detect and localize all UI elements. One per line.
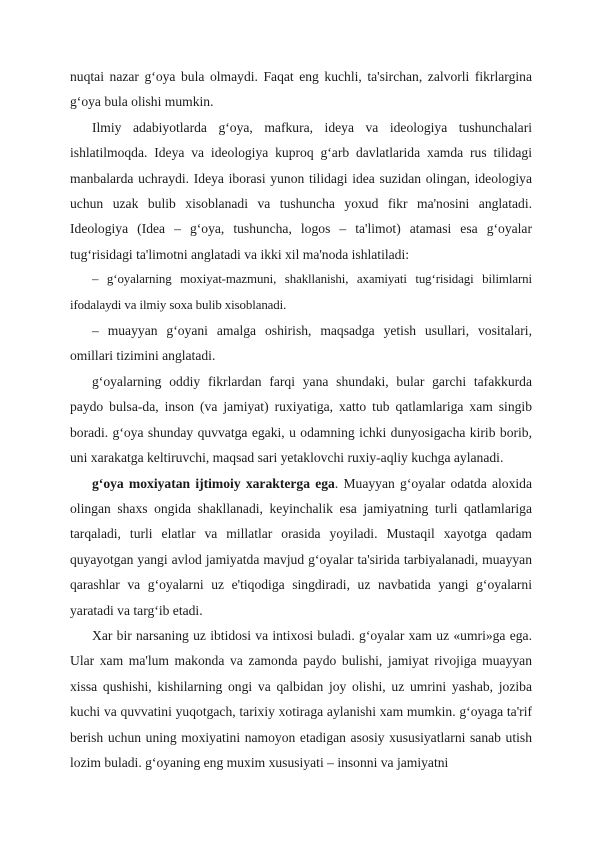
list-item-2: – muayyan g‘oyani amalga oshirish, maqsadga yetish usullari, vositalari, omillari tizimini anglatadi. bbox=[70, 323, 532, 364]
paragraph-4-text: . Muayyan g‘oyalar odatda aloxida olingan shaxs ongida shakllanadi, keyinchalik esa jamiyatning turli qatlamlariga tarqaladi, turli elatlar va millatlar orasida yoyiladi. Mustaqil xayotga qadam quyayotgan yangi avlod jamiyatda mavjud g‘oyalar ta'sirida tarbiyalanadi, muayyan qarashlar va g‘oyalarni uz e'tiqodiga singdiradi, uz navbatida yangi g‘oyalarni yaratadi va targ‘ib etadi. bbox=[70, 475, 532, 618]
paragraph-5: Xar bir narsaning uz ibtidosi va intixosi buladi. g‘oyalar xam uz «umri»ga ega. Ular xam ma'lum makonda va zamonda paydo bulishi, jamiyat rivojiga muayyan xissa qushishi, kishilarning ongi va qalbidan joy olishi, uz umrini yashab, joziba kuchi va quvvatini yuqotgach, tarixiy xotiraga aylanishi xam mumkin. g‘oyaga ta'rif berish uchun uning moxiyatini namoyon etadigan asosiy xususiyatlarni sanab utish lozim buladi. g‘oyaning eng muxim xususiyati – insonni va jamiyatni bbox=[70, 627, 532, 770]
paragraph-4 bbox=[70, 471, 532, 623]
paragraph-2: Ilmiy adabiyotlarda g‘oya, mafkura, ideya va ideologiya tushunchalari ishlatilmoqda. Ideya va ideologiya kuproq g‘arb davlatlarida xamda rus tilidagi manbalarda uchraydi. Ideya iborasi yunon tilidagi idea suzidan olingan, ideologiya uchun uzak bulib xisoblanadi va tushuncha yoxud fikr ma'nosini anglatadi. Ideologiya (Idea – g‘oya, tushuncha, logos – ta'limot) atamasi esa g‘oyalar tug‘risidagi ta'limotni anglatadi va ikki xil ma'noda ishlatiladi: bbox=[70, 119, 532, 262]
list-item-1: – g‘oyalarning moxiyat-mazmuni, shakllanishi, axamiyati tug‘risidagi bilimlarni ifodalaydi va ilmiy soxa bulib xisoblanadi. bbox=[70, 272, 532, 312]
paragraph-1: nuqtai nazar g‘oya bula olmaydi. Faqat eng kuchli, ta'sirchan, zalvorli fikrlargina g‘oya bula olishi mumkin. bbox=[70, 69, 532, 110]
bold-phrase: g‘oya moxiyatan ijtimoiy xarakterga ega bbox=[92, 475, 335, 491]
paragraph-3: g‘oyalarning oddiy fikrlardan farqi yana shundaki, bular garchi tafakkurda paydo bulsa-da, inson (va jamiyat) ruxiyatiga, xatto tub qatlamlariga xam singib boradi. g‘oya shunday quvvatga egaki, u odamning ichki dunyosigacha kirib borib, uni xarakatga keltiruvchi, maqsad sari yetaklovchi ruxiy-aqliy kuchga aylanadi. bbox=[70, 373, 532, 466]
